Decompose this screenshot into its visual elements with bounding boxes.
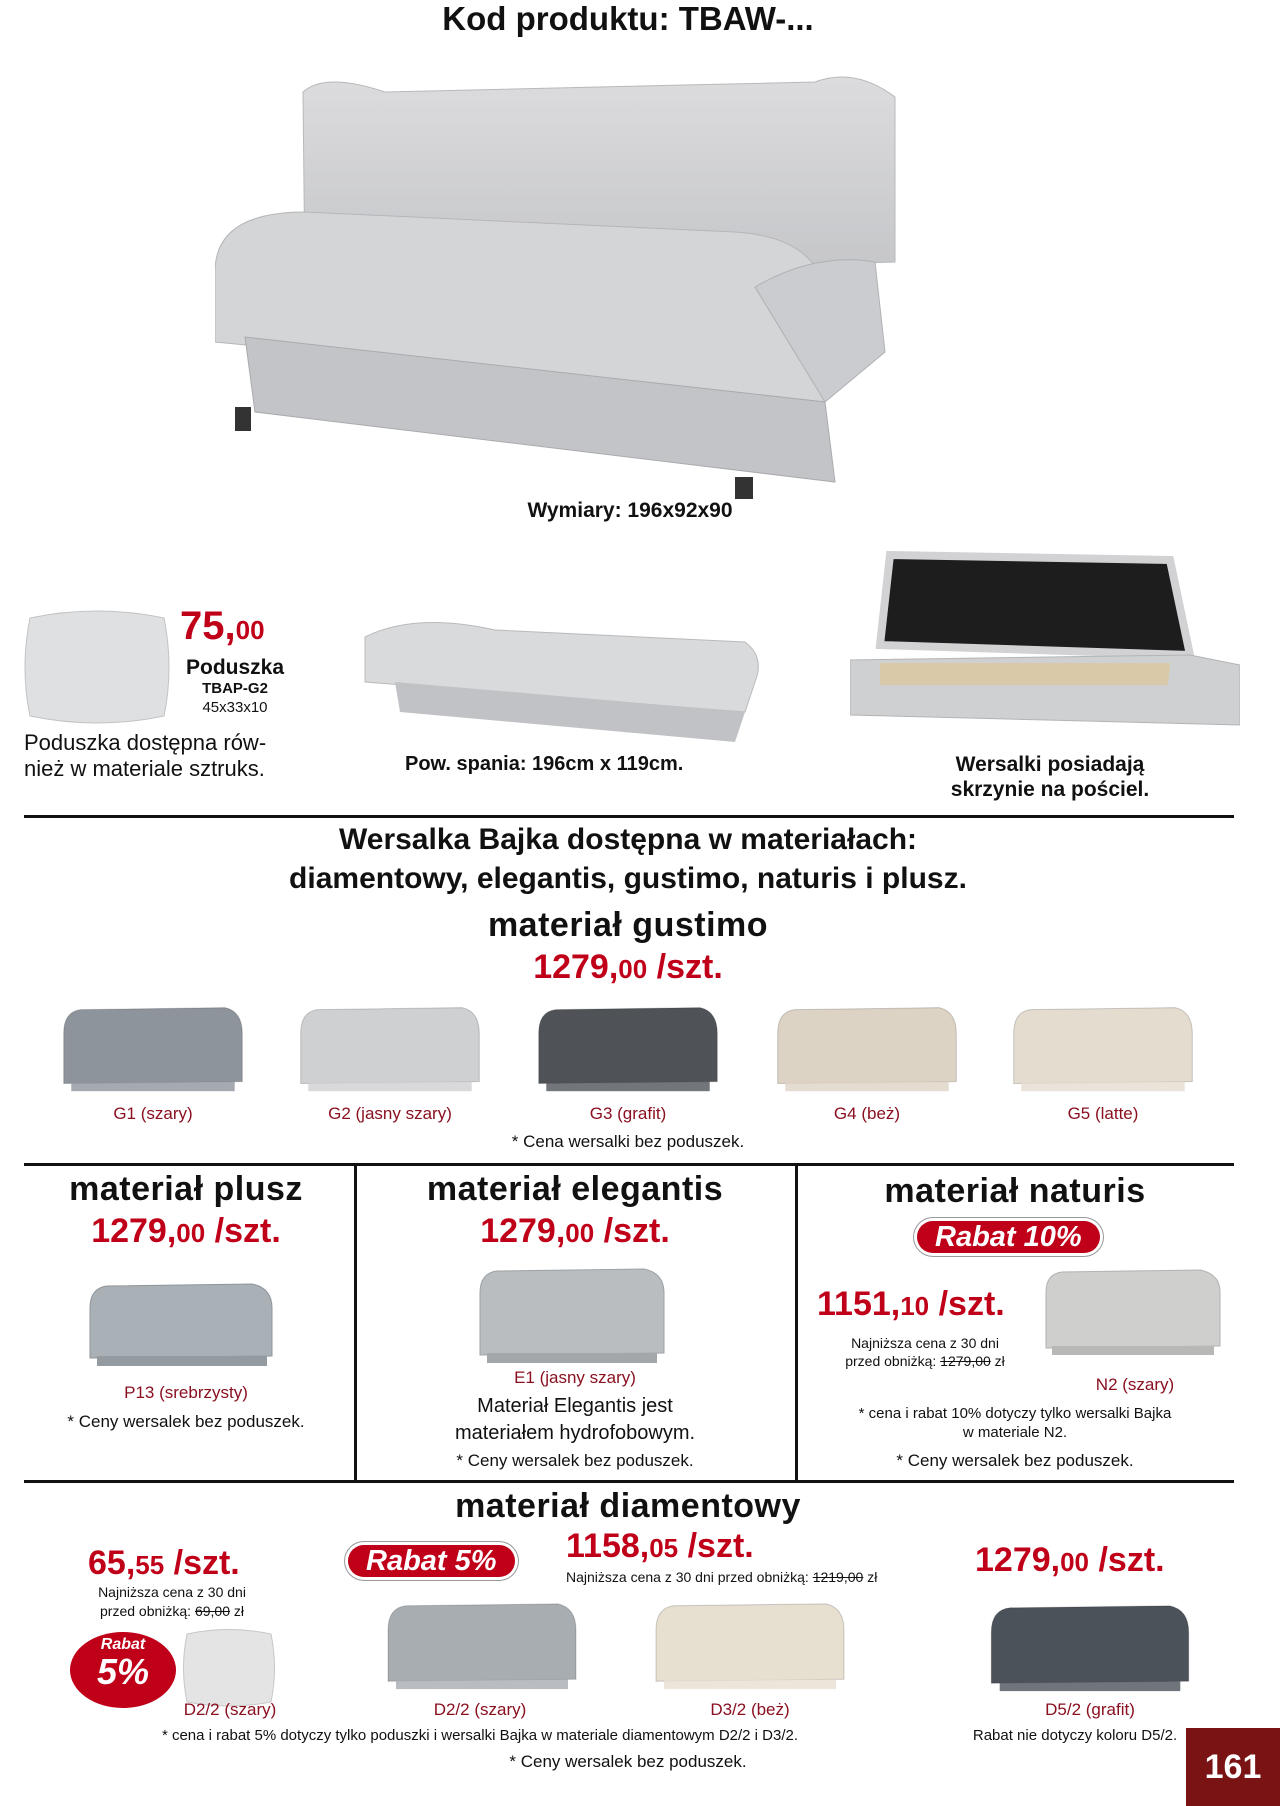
pillow-size: 45x33x10: [202, 699, 268, 716]
availability-line2: diamentowy, elegantis, gustimo, naturis i plusz.: [289, 862, 967, 895]
naturis-lowest2: przed obniżką: 1279,00 zł: [845, 1353, 1005, 1369]
plusz-note: * Ceny wersalek bez poduszek.: [67, 1412, 305, 1431]
availability-line1: Wersalka Bajka dostępna w materiałach:: [338, 823, 918, 856]
diamentowy-price: 1158,05 /szt.: [566, 1527, 754, 1565]
elegantis-color: E1 (jasny szary): [514, 1368, 636, 1387]
elegantis-desc1: Materiał Elegantis jest: [477, 1395, 673, 1417]
elegantis-note: * Ceny wersalek bez poduszek.: [456, 1451, 694, 1470]
gustimo-sofa-image: [772, 1000, 962, 1096]
divider-vertical: [795, 1163, 798, 1481]
gustimo-color-label: G4 (beż): [833, 1104, 901, 1123]
gustimo-color-label: G1 (szary): [113, 1104, 193, 1123]
page-number: 161: [1186, 1728, 1280, 1806]
divider: [24, 1163, 1234, 1166]
diamentowy-color-label: D2/2 (szary): [433, 1700, 527, 1719]
gustimo-sofa-image: [295, 1000, 485, 1096]
gustimo-note: * Cena wersalki bez poduszek.: [511, 1132, 745, 1151]
diamentowy-sofa-image: [985, 1598, 1195, 1696]
gustimo-price: 1279,00 /szt.: [533, 948, 723, 986]
diamentowy-d5-price: 1279,00 /szt.: [975, 1541, 1165, 1579]
divider: [24, 815, 1234, 818]
diamentowy-color-label: D3/2 (beż): [710, 1700, 790, 1719]
gustimo-sofa-image: [533, 1000, 723, 1096]
storage-sofa-image: [850, 545, 1240, 750]
diamentowy-pillow-rabat-badge: Rabat 5%: [70, 1632, 176, 1708]
diamentowy-sofa-item: [382, 1596, 582, 1694]
plusz-sofa-image: [82, 1278, 280, 1370]
sleep-area-label: Pow. spania: 196cm x 119cm.: [405, 753, 684, 775]
plusz-price: 1279,00 /szt.: [91, 1212, 281, 1250]
diamentowy-lowest: Najniższa cena z 30 dni przed obniżką: 1219,00 zł: [566, 1569, 878, 1585]
diamentowy-d5-note: Rabat nie dotyczy koloru D5/2.: [972, 1727, 1178, 1744]
storage-label: Wersalki posiadają skrzynie na pościel.: [950, 753, 1150, 801]
pillow-code: TBAP-G2: [202, 680, 268, 697]
naturis-sofa-image: [1040, 1264, 1226, 1362]
naturis-heading: materiał naturis: [884, 1172, 1146, 1210]
diamentowy-pillow-image: [182, 1628, 276, 1708]
gustimo-sofa-image: [1008, 1000, 1198, 1096]
gustimo-color-label: G5 (latte): [1067, 1104, 1139, 1123]
diamentowy-color-label: D2/2 (szary): [183, 1700, 277, 1719]
pillow-note: Poduszka dostępna rów- nież w materiale sztruks.: [24, 730, 267, 781]
elegantis-sofa-image: [472, 1263, 672, 1371]
diamentowy-footnote: * cena i rabat 5% dotyczy tylko poduszki i wersalki Bajka w materiale diamentowym D2/2 i D3/2.: [161, 1727, 799, 1744]
elegantis-price: 1279,00 /szt.: [480, 1212, 670, 1250]
diamentowy-note: * Ceny wersalek bez poduszek.: [509, 1752, 747, 1771]
diamentowy-sofa-item: [985, 1598, 1195, 1696]
naturis-color: N2 (szary): [1095, 1375, 1175, 1394]
naturis-footnote2: w materiale N2.: [962, 1424, 1068, 1441]
gustimo-color-label: G2 (jasny szary): [328, 1104, 452, 1123]
elegantis-desc2: materiałem hydrofobowym.: [454, 1422, 696, 1444]
page-title: Kod produktu: TBAW-...: [442, 0, 814, 37]
dimensions-label: Wymiary: 196x92x90: [527, 499, 733, 522]
gustimo-sofa-item: [533, 1000, 723, 1096]
plusz-heading: materiał plusz: [69, 1170, 303, 1208]
naturis-lowest1: Najniższa cena z 30 dni: [851, 1335, 999, 1351]
diamentowy-color-label: D5/2 (grafit): [1045, 1700, 1135, 1719]
plusz-color: P13 (srebrzysty): [124, 1383, 248, 1402]
gustimo-sofa-item: [1008, 1000, 1198, 1096]
gustimo-color-label: G3 (grafit): [589, 1104, 667, 1123]
gustimo-sofa-item: [58, 1000, 248, 1096]
diamentowy-sofa-item: [650, 1596, 850, 1694]
pillow-name: Poduszka: [185, 656, 285, 679]
diamentowy-rabat-badge: Rabat 5%: [348, 1542, 515, 1580]
gustimo-sofa-item: [772, 1000, 962, 1096]
gustimo-sofa-item: [295, 1000, 485, 1096]
gustimo-sofa-image: [58, 1000, 248, 1096]
diamentowy-sofa-image: [650, 1596, 850, 1694]
elegantis-heading: materiał elegantis: [426, 1170, 724, 1208]
naturis-note: * Ceny wersalek bez poduszek.: [896, 1451, 1134, 1470]
pillow-image: [22, 608, 172, 726]
diamentowy-pillow-lowest1: Najniższa cena z 30 dni: [98, 1584, 246, 1600]
gustimo-heading: materiał gustimo: [487, 906, 769, 944]
main-sofa-image: [215, 62, 1035, 502]
diamentowy-pillow-price: 65,55 /szt.: [88, 1544, 240, 1582]
naturis-price: 1151,10 /szt.: [817, 1285, 1005, 1323]
naturis-rabat-badge: Rabat 10%: [917, 1218, 1100, 1256]
divider-vertical: [354, 1163, 357, 1481]
naturis-footnote1: * cena i rabat 10% dotyczy tylko wersalki Bajka: [858, 1405, 1172, 1422]
divider: [24, 1480, 1234, 1483]
diamentowy-sofa-image: [382, 1596, 582, 1694]
sofa-bed-image: [355, 612, 773, 742]
diamentowy-pillow-lowest2: przed obniżką: 69,00 zł: [100, 1603, 244, 1619]
diamentowy-heading: materiał diamentowy: [455, 1487, 801, 1525]
pillow-price: 75,00: [180, 604, 265, 648]
